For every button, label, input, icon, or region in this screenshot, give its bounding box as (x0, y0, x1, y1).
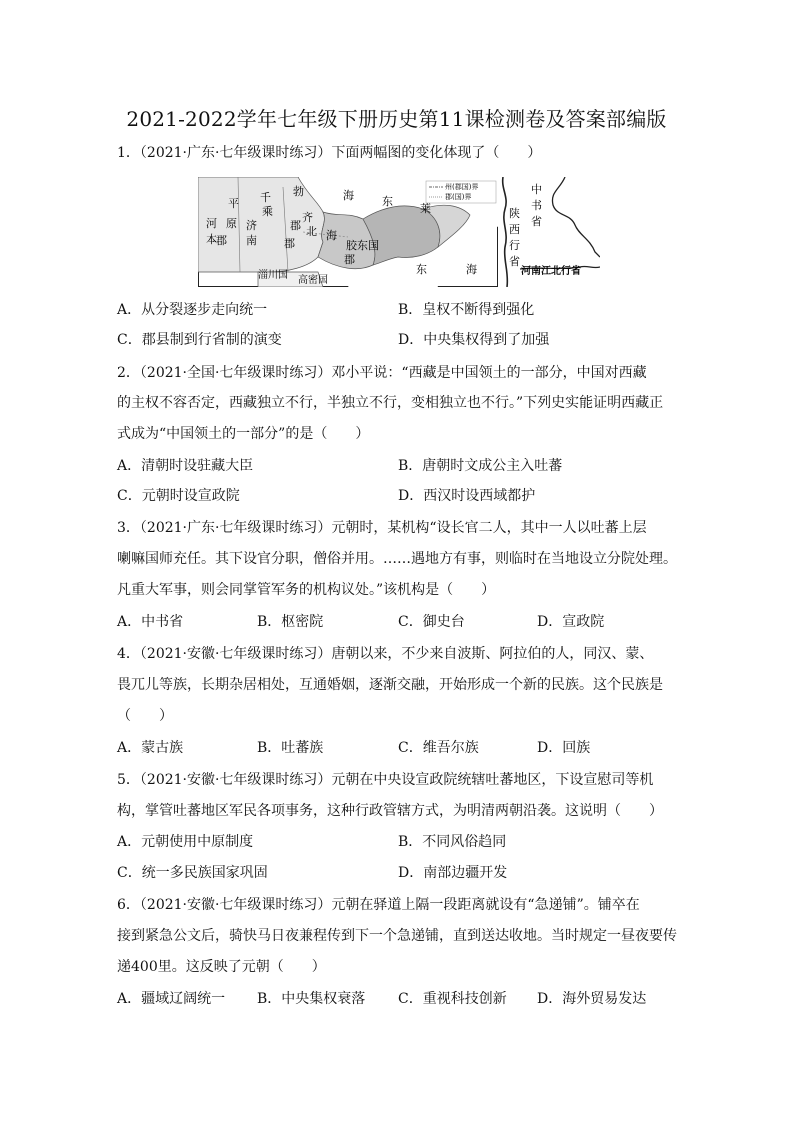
q5-option-b[interactable]: B．不同风俗趋同 (398, 834, 507, 850)
q2-option-a[interactable]: A．清朝时设驻藏大臣 (117, 458, 254, 474)
q4-stem-line: 畏兀儿等族，长期杂居相处，互通婚姻，逐渐交融，开始形成一个新的民族。这个民族是 (117, 677, 663, 693)
q4-stem-line: （ ） (117, 708, 173, 724)
map1-label: 海 (466, 263, 477, 276)
q3-option-b[interactable]: B．枢密院 (257, 614, 324, 630)
q2-stem-line: 式成为“中国领土的一部分”的是（ ） (117, 426, 370, 442)
map2-label: 行 (509, 239, 520, 252)
q3-option-a[interactable]: A．中书省 (117, 614, 184, 630)
q6-option-b[interactable]: B．中央集权衰落 (257, 991, 366, 1007)
map1-label: 淄川国 (258, 270, 288, 281)
map1-label: 高密国 (298, 275, 328, 286)
map1-label: 济 (246, 219, 257, 232)
map1-legend-label: 郡(国)界 (445, 193, 472, 201)
q1-option-c[interactable]: C．郡县制到行省制的演变 (117, 332, 282, 348)
q2-option-d[interactable]: D．西汉时设西域都护 (398, 488, 536, 504)
q6-stem-line: 接到紧急公文后，骑快马日夜兼程传到下一个急递铺，直到送达收地。当时规定一昼夜要传 (117, 928, 677, 944)
q3-stem-line: 喇嘛国师充任。其下设官分职，僧俗并用。……遇地方有事，则临时在当地设立分院处理。 (117, 551, 677, 567)
q1-stem: 1．（2021·广东·七年级课时练习）下面两幅图的变化体现了（ ） (117, 145, 542, 161)
map1-label: 海 (326, 229, 337, 242)
map1-label: 莱 (420, 202, 431, 215)
map1-legend-label: 州(郡国)界 (445, 183, 479, 191)
q5-option-d[interactable]: D．南部边疆开发 (398, 865, 508, 881)
q4-stem-line: 4．（2021·安徽·七年级课时练习）唐朝以来，不少来自波斯、阿拉伯的人，同汉、蒙、 (117, 646, 654, 662)
q6-stem-line: 递400里。这反映了元朝（ ） (117, 959, 326, 975)
q4-option-a[interactable]: A．蒙古族 (117, 740, 184, 756)
q6-stem-line: 6．（2021·安徽·七年级课时练习）元朝在驿道上隔一段距离就设有“急递铺”。铺卒在 (117, 897, 640, 913)
map1-label: 千 (260, 191, 271, 204)
q1-option-b[interactable]: B．皇权不断得到强化 (398, 302, 535, 318)
q6-option-d[interactable]: D．海外贸易发达 (537, 991, 647, 1007)
map1-label: 郡 (290, 219, 301, 232)
map2-label: 书 (531, 199, 542, 212)
q1-option-a[interactable]: A．从分裂逐步走向统一 (117, 302, 268, 318)
map1-label: 东 (416, 263, 427, 276)
q3-option-c[interactable]: C．御史台 (398, 614, 465, 630)
map1-label: 乘 (262, 205, 273, 218)
map1-label: 河 (206, 217, 217, 230)
q5-option-a[interactable]: A．元朝使用中原制度 (117, 834, 254, 850)
q4-option-d[interactable]: D．回族 (537, 740, 591, 756)
q4-option-b[interactable]: B．吐蕃族 (257, 740, 324, 756)
q5-option-c[interactable]: C．统一多民族国家巩固 (117, 865, 268, 881)
map2-label: 西 (509, 223, 520, 236)
map1-label: 海 (343, 189, 354, 202)
map1-label: 东 (382, 195, 393, 208)
map2-label: 河南江北行省 (521, 266, 581, 277)
map1-label: 郡 (344, 253, 355, 266)
map2-label: 陕 (509, 207, 520, 220)
q2-option-c[interactable]: C．元朝时设宣政院 (117, 488, 240, 504)
q6-option-c[interactable]: C．重视科技创新 (398, 991, 507, 1007)
map1-label: 胶东国 (346, 239, 379, 252)
q6-option-a[interactable]: A．疆域辽阔统一 (117, 991, 226, 1007)
map2-label: 省 (531, 215, 542, 228)
q4-option-c[interactable]: C．维吾尔族 (398, 740, 479, 756)
map1-label: 郡 (216, 234, 227, 247)
q3-stem-line: 3．（2021·广东·七年级课时练习）元朝时，某机构“设长官二人，其中一人以吐蕃上层 (117, 520, 647, 536)
map2-label: 中 (531, 183, 542, 196)
q3-stem-line: 凡重大军事，则会同掌管军务的机构议处。”该机构是（ ） (117, 582, 496, 598)
map2-label: 省 (509, 255, 520, 268)
map1-label: 原 (226, 217, 237, 230)
map1-label: 平 (228, 197, 239, 210)
map-western-han-commanderies (198, 177, 498, 287)
map-yuan-provinces (495, 177, 600, 287)
page-title: 2021-2022学年七年级下册历史第11课检测卷及答案部编版 (126, 107, 667, 131)
map1-label: 勃 (293, 185, 304, 198)
map1-label: 本 (206, 233, 217, 246)
q3-option-d[interactable]: D．宣政院 (537, 614, 605, 630)
map1-label: 北 (306, 225, 317, 238)
q2-stem-line: 2．（2021·全国·七年级课时练习）邓小平说：“西藏是中国领土的一部分，中国对西藏 (117, 365, 647, 381)
q1-option-d[interactable]: D．中央集权得到了加强 (398, 332, 550, 348)
q5-stem-line: 构，掌管吐蕃地区军民各项事务，这种行政管辖方式，为明清两朝沿袭。这说明（ ） (117, 803, 663, 819)
q2-option-b[interactable]: B．唐朝时文成公主入吐蕃 (398, 458, 563, 474)
q5-stem-line: 5．（2021·安徽·七年级课时练习）元朝在中央设宣政院统辖吐蕃地区，下设宣慰司等机 (117, 772, 654, 788)
map1-label: 齐 (302, 211, 313, 224)
map1-label: 郡 (284, 237, 295, 250)
q2-stem-line: 的主权不容否定，西藏独立不行，半独立不行，变相独立也不行。”下列史实能证明西藏正 (117, 395, 664, 411)
map1-label: 南 (246, 234, 257, 247)
